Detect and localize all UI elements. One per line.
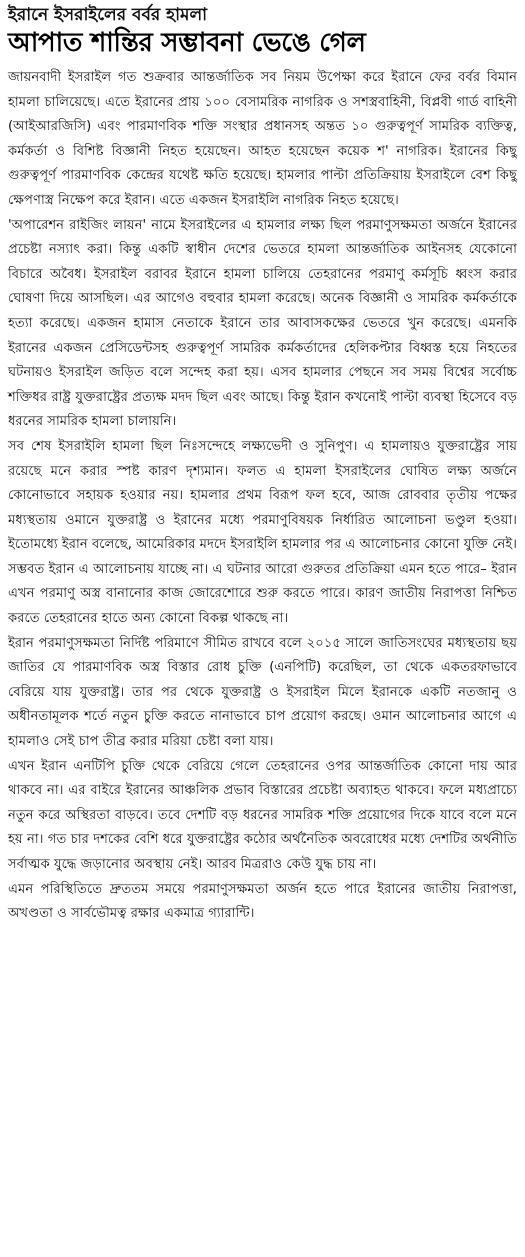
article-paragraph: এমন পরিস্থিতিতে দ্রুততম সময়ে পরমাণুসক্ষমতা অর্জন হতে পারে ইরানের জাতীয় নিরাপত্তা, অখণ্ডতা ও সার্বভৌমত্ব রক্ষার একমাত্র গ্যারান্টি। [8,881,517,922]
article-paragraph: ইরান পরমাণুসক্ষমতা নির্দিষ্ট পরিমাণে সীমিত রাখবে বলে ২০১৫ সালে জাতিসংঘের মধ্যস্থতায় ছয় জাতির যে পারমাণবিক অস্ত্র বিস্তার রোধ চুক্তি (এনপিটি) করেছিল, তা থেকে একতরফাভাবে বেরিয়ে যায় যুক্তরাষ্ট্র। তার পর থেকে যুক্তরাষ্ট্র ও ইসরাইল মিলে ইরানকে একটি নতজানু ও অধীনতামূলক শর্তে নতুন চুক্তি করতে নানাভাবে চাপ প্রয়োগ করছে। ওমান আলোচনার আগে এ হামলাও সেই চাপ তীব্র করার মরিয়া চেষ্টা বলা যায়। [8,635,517,750]
article-paragraph: এখন ইরান এনটিপি চুক্তি থেকে বেরিয়ে গেলে তেহরানের ওপর আন্তর্জাতিক কোনো দায় আর থাকবে না। এর বাইরে ইরানের আঞ্চলিক প্রভাব বিস্তারের প্রচেষ্টা অব্যাহত থাকবে। ফলে মধ্যপ্রাচ্যে নতুন করে অস্থিরতা বাড়বে। তবে দেশটি বড় ধরনের সামরিক শক্তি প্রয়োগের দিকে যাবে বলে মনে হয় না। গত চার দশকের বেশি ধরে যুক্তরাষ্ট্রের কঠোর অর্থনৈতিক অবরোধের মধ্যে দেশটির অর্থনীতি সর্বাত্মক যুদ্ধে জড়ানোর অবস্থায় নেই। আরব মিত্ররাও কেউ যুদ্ধ চায় না। [8,758,517,872]
article-paragraph: জায়নবাদী ইসরাইল গত শুক্রবার আন্তর্জাতিক সব নিয়ম উপেক্ষা করে ইরানে ফের বর্বর বিমান হামলা চালিয়েছে। এতে ইরানের প্রায় ১০০ বেসামরিক নাগরিক ও সশস্ত্রবাহিনী, বিপ্লবী গার্ড বাহিনী (আইআরজিসি) এবং পারমাণবিক শক্তি সংস্থার প্রধানসহ অন্তত ১০ গুরুত্বপূর্ণ সামরিক ব্যক্তিত্ব, কর্মকর্তা ও বিশিষ্ট বিজ্ঞানী নিহত হয়েছেন। আহত হয়েছেন কয়েক শ' নাগরিক। ইরানের কিছু গুরুত্বপূর্ণ পারমাণবিক কেন্দ্রের যথেষ্ট ক্ষতি হয়েছে। হামলার পাল্টা প্রতিক্রিয়ায় ইসরাইলে বেশ কিছু ক্ষেপণাস্ত্র নিক্ষেপ করে ইরান। এতে একজন ইসরাইলি নাগরিক নিহত হয়েছে। [8,70,517,208]
article-kicker: ইরানে ইসরাইলের বর্বর হামলা [8,5,208,25]
article-paragraph: সব শেষ ইসরাইলি হামলা ছিল নিঃসন্দেহে লক্ষ্যভেদী ও সুনিপুণ। এ হামলায়ও যুক্তরাষ্ট্রের সায় রয়েছে মনে করার স্পষ্ট কারণ দৃশ্যমান। ফলত এ হামলা ইসরাইলের ঘোষিত লক্ষ্য অর্জনে কোনোভাবে সহায়ক হওয়ার নয়। হামলার প্রথম বিরূপ ফল হবে, আজ রোববার তৃতীয় পক্ষের মধ্যস্থতায় ওমানে যুক্তরাষ্ট্র ও ইরানের মধ্যে পরমাণুবিষয়ক নির্ধারিত আলোচনা ভণ্ডুল হওয়া। ইতোমধ্যে ইরান বলেছে, আমেরিকার মদদে ইসরাইলি হামলার পর এ আলোচনার কোনো যুক্তি নেই। সম্ভবত ইরান এ আলোচনায় যাচ্ছে না। এ ঘটনার আরো গুরুতর প্রতিক্রিয়া এমন হতে পারে– ইরান এখন পরমাণু অস্ত্র বানানোর কাজ জোরেশোরে শুরু করতে পারে। কারণ জাতীয় নিরাপত্তা নিশ্চিত করতে তেহরানের হাতে অন্য কোনো বিকল্প থাকছে না। [8,438,517,627]
article-paragraph: 'অপারেশন রাইজিং লায়ন' নামে ইসরাইলের এ হামলার লক্ষ্য ছিল পরমাণুসক্ষমতা অর্জনে ইরানের প্রচেষ্টা নস্যাৎ করা। কিন্তু একটি স্বাধীন দেশের ভেতরে হামলা আন্তর্জাতিক আইনসহ যেকোনো বিচারে অবৈধ। ইসরাইল বরাবর ইরানে হামলা চালিয়ে তেহরানের পরমাণু কর্মসূচি ধ্বংস করার ঘোষণা দিয়ে আসছিল। এর আগেও বহুবার হামলা করেছে। অনেক বিজ্ঞানী ও সামরিক কর্মকর্তাকে হত্যা করেছে। একজন হামাস নেতাকে ইরানে তার আবাসকক্ষের ভেতরে খুন করেছে। এমনকি ইরানের একজন প্রেসিডেন্টসহ গুরুত্বপূর্ণ সামরিক কর্মকর্তাদের হেলিকপ্টার বিধ্বস্ত হয়ে নিহতের ঘটনায়ও ইসরাইল জড়িত বলে সন্দেহ করা হয়। এসব হামলার পেছনে সব সময় বিশ্বের সর্বোচ্চ শক্তিধর রাষ্ট্র যুক্তরাষ্ট্রের প্রত্যক্ষ মদদ ছিল এবং আছে। কিন্তু ইরান কখনোই পাল্টা ব্যবস্থা হিসেবে বড় ধরনের সামরিক হামলা চালায়নি। [8,217,517,430]
article-headline: আপাত শান্তির সম্ভাবনা ভেঙে গেল [8,28,366,58]
article-body [8,66,517,927]
